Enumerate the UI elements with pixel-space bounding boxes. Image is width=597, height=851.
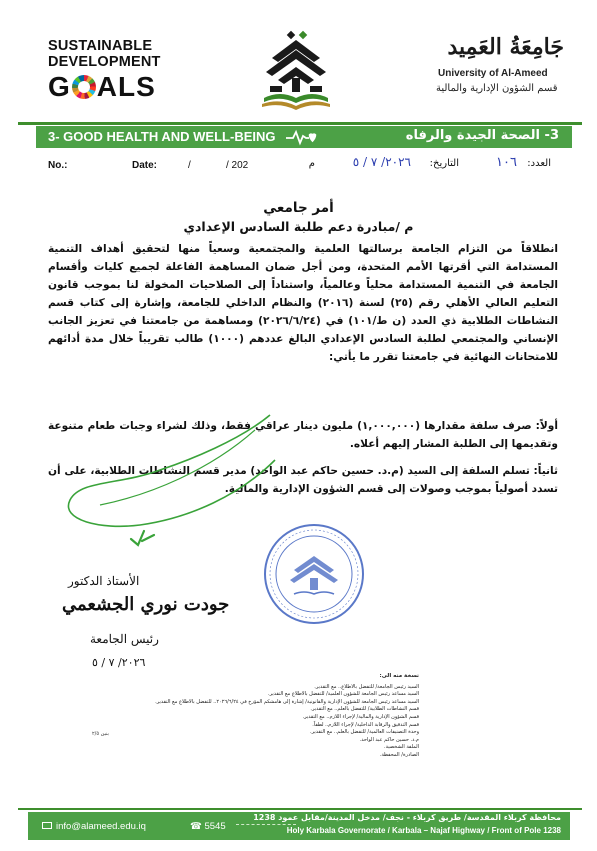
department-name: قسم الشؤون الإدارية والمالية [436, 83, 558, 94]
goal-label-ar: 3- الصحة الجيدة والرفاه [405, 128, 559, 143]
calligraphy-book-logo-icon [258, 28, 334, 114]
goal-label-en: 3- GOOD HEALTH AND WELL-BEING [48, 129, 276, 144]
copies-item: الصادرة/ المحفظة. [379, 751, 419, 758]
copies-item: م.د. حسين حاكم عبد الواحد. [359, 736, 419, 743]
paragraph-first-item: أولاً: صرف سلفة مقدارها (١,٠٠٠,٠٠٠) مليون دينار عراقي فقط، وذلك لشراء وجبات طعام متنوعة وتقديمها إلى الطلبة المشار إليهم أعلاه. [48, 420, 559, 450]
university-name-en: University of Al-Ameed [438, 68, 548, 79]
sdg-line-1: SUSTAINABLE [48, 38, 153, 54]
footer-phone-text: 5545 [204, 821, 226, 832]
date-slash: / [188, 160, 191, 171]
footer-address-ar: محافظة كربلاء المقدسة/ طريق كربلاء - نجف/ مدخل المدينة/مقابل عمود 1238 [253, 813, 561, 822]
university-name-ar: جَامِعَةُ العَمِيد [447, 34, 564, 60]
no-label: No.: [48, 160, 68, 171]
signature-title: الأستاذ الدكتور [68, 574, 140, 588]
footer-dotted-separator [236, 824, 296, 825]
date-label: Date: [132, 160, 158, 171]
heartbeat-icon [285, 128, 319, 146]
header-divider [18, 122, 582, 125]
order-title: أمر جامعي [263, 200, 334, 216]
footer-phone[interactable] [190, 821, 226, 832]
reference-note: بنين ٢/٥ [92, 731, 109, 737]
paragraph-second-item: ثانياً: تسلم السلفة إلى السيد (م.د. حسين حاكم عبد الواحد) مدير قسم النشاطات الطلابية، على أن تسدد أصولياً بموجب وصولات إلى قسم الشؤون الإدارية والمالية. [48, 465, 558, 495]
envelope-icon [42, 822, 52, 829]
green-signature-scribble-icon [40, 400, 280, 550]
date-value-ar: ٢٠٢٦/ ٧ / ٥ [352, 155, 411, 169]
date-suffix-ar: م [308, 158, 315, 169]
sdg-logo-text [48, 38, 178, 70]
copies-item: قسم التدقيق والرقابة الداخلية/ لإجراء اللازم.. لطفاً. [312, 721, 419, 728]
sdg-line-2: DEVELOPMENT [48, 54, 161, 70]
number-value-ar: ١٠٦ [496, 155, 517, 170]
number-label-ar: العدد: [527, 158, 551, 169]
university-seal-stamp-icon [262, 522, 366, 626]
phone-icon: ☎ [190, 821, 205, 832]
green-initial-mark-icon [128, 525, 158, 549]
sdg-goals-wordmark [48, 72, 156, 102]
signature-date: ٢٠٢٦/ ٧ / ٥ [92, 656, 146, 669]
copies-item: السيد مساعد رئيس الجامعة للشؤون العلمية/ للتفضل بالاطلاع مع التقدير. [268, 691, 419, 698]
signature-role: رئيس الجامعة [90, 632, 159, 646]
sdg-goals-left: G [48, 71, 71, 102]
order-subject: م /مبادرة دعم طلبة السادس الإعدادي [183, 219, 414, 234]
sdg-goals-right: ALS [96, 71, 156, 102]
paragraph-intro: انطلاقاً من التزام الجامعة برسالتها العلمية والمجتمعية وسعياً منها لتحقيق أهداف التنمية المستدامة التي أقرتها الأمم المتحدة، ومن أجل ضمان المساهمة الفاعلة لجميع كليات وأقسام الجامعة في التنمية المستدامة محلياً وعالمياً، واستناداً إلى الصلاحيات المخولة لنا بموجب قانون التعليم العالي الأهلي رقم (٢٥) لسنة (٢٠١٦) والنظام الداخلي للجامعة، وإشارة إلى كتاب قسم النشاطات الطلابية ذي العدد (ن ط/١٠١) في (٢٠٢٦/٦/٢٤) ومساهمة من جامعتنا في تعزيز الجانب الإنساني والمجتمعي لطلبة السادس الإعدادي البالغ عددهم (١٠٠٠) طالب تقريباً خلال مدة أدائهم للامتحانات النهائية في جامعتنا تقرر ما يأتي: [48, 243, 559, 363]
footer-email[interactable] [42, 821, 146, 832]
date-template: / 202 [226, 160, 249, 171]
copies-item: وحدة التصنيفات العالمية/ للتفضل بالعلم.. مع التقدير. [310, 729, 419, 736]
copies-list [155, 673, 419, 760]
footer-email-text: info@alameed.edu.iq [56, 821, 146, 832]
copies-item: السيد مساعد رئيس الجامعة للشؤون الإدارية والقانونية/ إشارة إلى هامشكم المؤرخ في ٢٠٢٦/٦/٢٤.. للتفضل بالاطلاع مع التقدير. [155, 698, 419, 705]
copies-item: الملفة الشخصية. [384, 744, 419, 751]
copies-item: قسم الشؤون الإدارية والمالية/ لإجراء اللازم.. مع التقدير. [302, 713, 419, 720]
copies-heading: نسخة منه الى: [379, 673, 419, 679]
sdg-wheel-icon [72, 75, 96, 99]
copies-item: قسم النشاطات الطلابية/ للتفضل بالعلم.. مع التقدير. [310, 706, 419, 713]
footer-address-en: Holy Karbala Governorate / Karbala – Najaf Highway / Front of Pole 1238 [286, 826, 561, 835]
signature-name: جودت نوري الجشعمي [62, 594, 230, 615]
footer-divider [18, 808, 582, 810]
copies-item: السيد رئيس الجامعة/ للتفضل بالاطلاع.. مع التقدير. [314, 683, 419, 690]
date-label-ar: التاريخ: [429, 158, 459, 169]
